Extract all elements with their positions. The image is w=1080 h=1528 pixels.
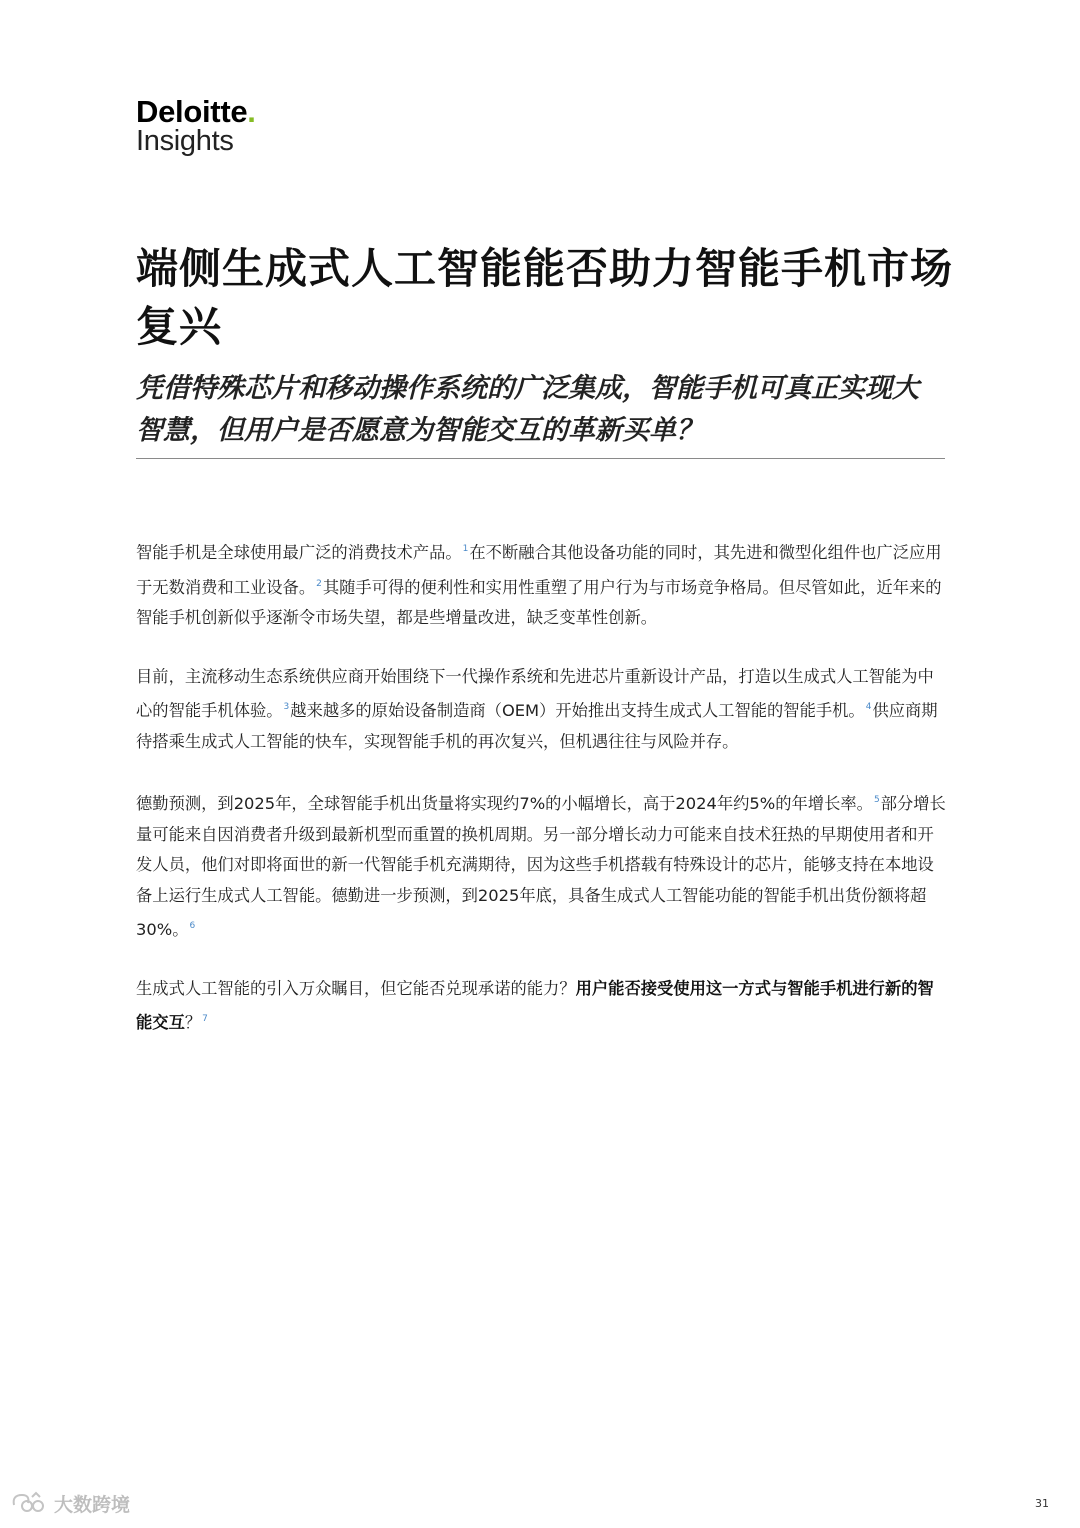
page-subtitle: 凭借特殊芯片和移动操作系统的广泛集成，智能手机可真正实现大智慧，但用户是否愿意为智能交互的革新买单？ (136, 373, 919, 446)
paragraph-text: 部分增长量可能来自因消费者升级到最新机型而重置的换机周期。另一部分增长动力可能来自技术狂热的早期使用者和开发人员，他们对即将面世的新一代智能手机充满期待，因为这些手机搭载有特殊设计的芯片，能够支持在本地设备上运行生成式人工智能。德勤进一步预测，到2025年底，具备生成式人工智能功能的智能手机出货份额将超30%。 (136, 794, 946, 939)
logo-sub: Insights (136, 125, 234, 157)
footnote-ref[interactable]: 2 (316, 578, 322, 589)
page-title: 端侧生成式人工智能能否助力智能手机市场复兴 (136, 244, 954, 351)
watermark-text: 大数跨境 (54, 1493, 131, 1516)
paragraph-text: 在不断融合其他设备功能的同时，其先进和微型化组件也广泛应用于无数消费和工业设备。 (136, 543, 942, 597)
paragraph-text: 德勤预测，到2025年，全球智能手机出货量将实现约7%的小幅增长，高于2024年约5%的年增长率。 (136, 794, 873, 813)
paragraph-4 (136, 974, 948, 1039)
paragraph-text: 其随手可得的便利性和实用性重塑了用户行为与市场竞争格局。但尽管如此，近年来的智能手机创新似乎逐渐令市场失望，都是些增量改进，缺乏变革性创新。 (136, 577, 942, 627)
paragraph-text: 越来越多的原始设备制造商（OEM）开始推出支持生成式人工智能的智能手机。 (290, 701, 865, 720)
article-body (136, 534, 948, 1067)
logo-brand-dot: . (247, 94, 256, 129)
page-number: 31 (1035, 1497, 1049, 1510)
logo-brand (136, 96, 296, 128)
footnote-ref[interactable]: 1 (462, 544, 469, 554)
paragraph-text: ？ (184, 1013, 202, 1032)
footnote-ref[interactable]: 7 (202, 1014, 208, 1024)
logo-brand-text: Deloitte (136, 94, 248, 129)
deloitte-insights-logo (136, 96, 296, 166)
watermark-logo-icon (10, 1491, 50, 1515)
footnote-ref[interactable]: 4 (865, 702, 872, 712)
paragraph-3 (136, 785, 948, 946)
paragraph-text: 供应商期待搭乘生成式人工智能的快车，实现智能手机的再次复兴，但机遇往往与风险并存。 (136, 701, 938, 751)
paragraph-text: 智能手机是全球使用最广泛的消费技术产品。 (136, 543, 462, 562)
paragraph-text: 生成式人工智能的引入万众瞩目，但它能否兑现承诺的能力？ (136, 978, 576, 998)
paragraph-text: 目前，主流移动生态系统供应商开始围绕下一代操作系统和先进芯片重新设计产品，打造以生成式人工智能为中心的智能手机体验。 (136, 666, 934, 720)
paragraph-1 (136, 534, 948, 634)
paragraph-2 (136, 662, 948, 758)
footnote-ref[interactable]: 5 (873, 795, 880, 805)
footnote-ref[interactable]: 6 (189, 921, 196, 931)
divider (136, 458, 945, 459)
bold-question: 用户能否接受使用这一方式与智能手机进行新的智能交互 (136, 978, 934, 1032)
footnote-ref[interactable]: 3 (283, 702, 290, 712)
watermark (10, 1490, 130, 1516)
